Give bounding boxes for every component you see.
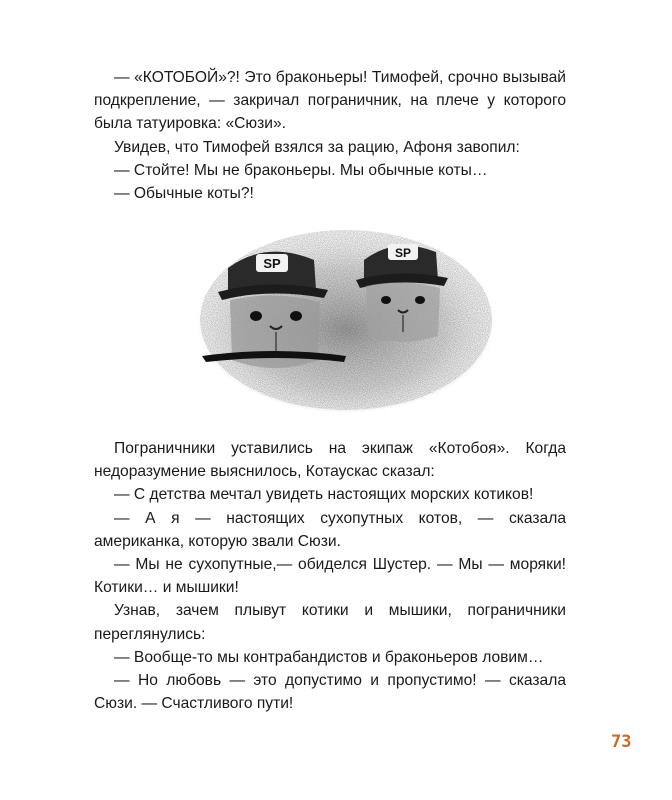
cap-badge-right: SP <box>394 246 412 260</box>
paragraph: Пограничники уставились на экипаж «Котобоя». Когда недоразумение выяснилось, Котаускас сказал: <box>94 440 566 481</box>
right-seal <box>356 244 448 342</box>
text-block-top <box>94 66 566 205</box>
text-block-bottom <box>94 437 566 715</box>
paragraph: Узнав, зачем плывут котики и мышики, пограничники переглянулись: <box>94 602 566 643</box>
seals-in-caps-illustration <box>196 220 500 416</box>
paragraph: — А я — настоящих сухопутных котов, — сказала американка, которую звали Сюзи. <box>94 509 566 550</box>
paragraph: — Стойте! Мы не браконьеры. Мы обычные коты… <box>114 161 488 179</box>
cap-badge-left: SP <box>263 256 281 271</box>
paragraph: — Вообще-то мы контрабандистов и браконьеров ловим… <box>114 648 544 666</box>
paragraph: — Мы не сухопутные,— обиделся Шустер. — Мы — моряки! Котики… и мышики! <box>94 556 566 597</box>
paragraph: — Но любовь — это допустимо и пропустимо! — сказала Сюзи. — Счастливого пути! <box>94 672 566 713</box>
page-number: 73 <box>611 732 632 752</box>
paragraph: Увидев, что Тимофей взялся за рацию, Афоня завопил: <box>114 138 520 156</box>
paragraph: — С детства мечтал увидеть настоящих морских котиков! <box>114 486 534 504</box>
paragraph: — Обычные коты?! <box>114 185 254 203</box>
paragraph: — «КОТОБОЙ»?! Это браконьеры! Тимофей, срочно вызывай подкрепление, — закричал пограничник, на плече у которого была татуировка: «Сюзи». <box>94 69 566 133</box>
